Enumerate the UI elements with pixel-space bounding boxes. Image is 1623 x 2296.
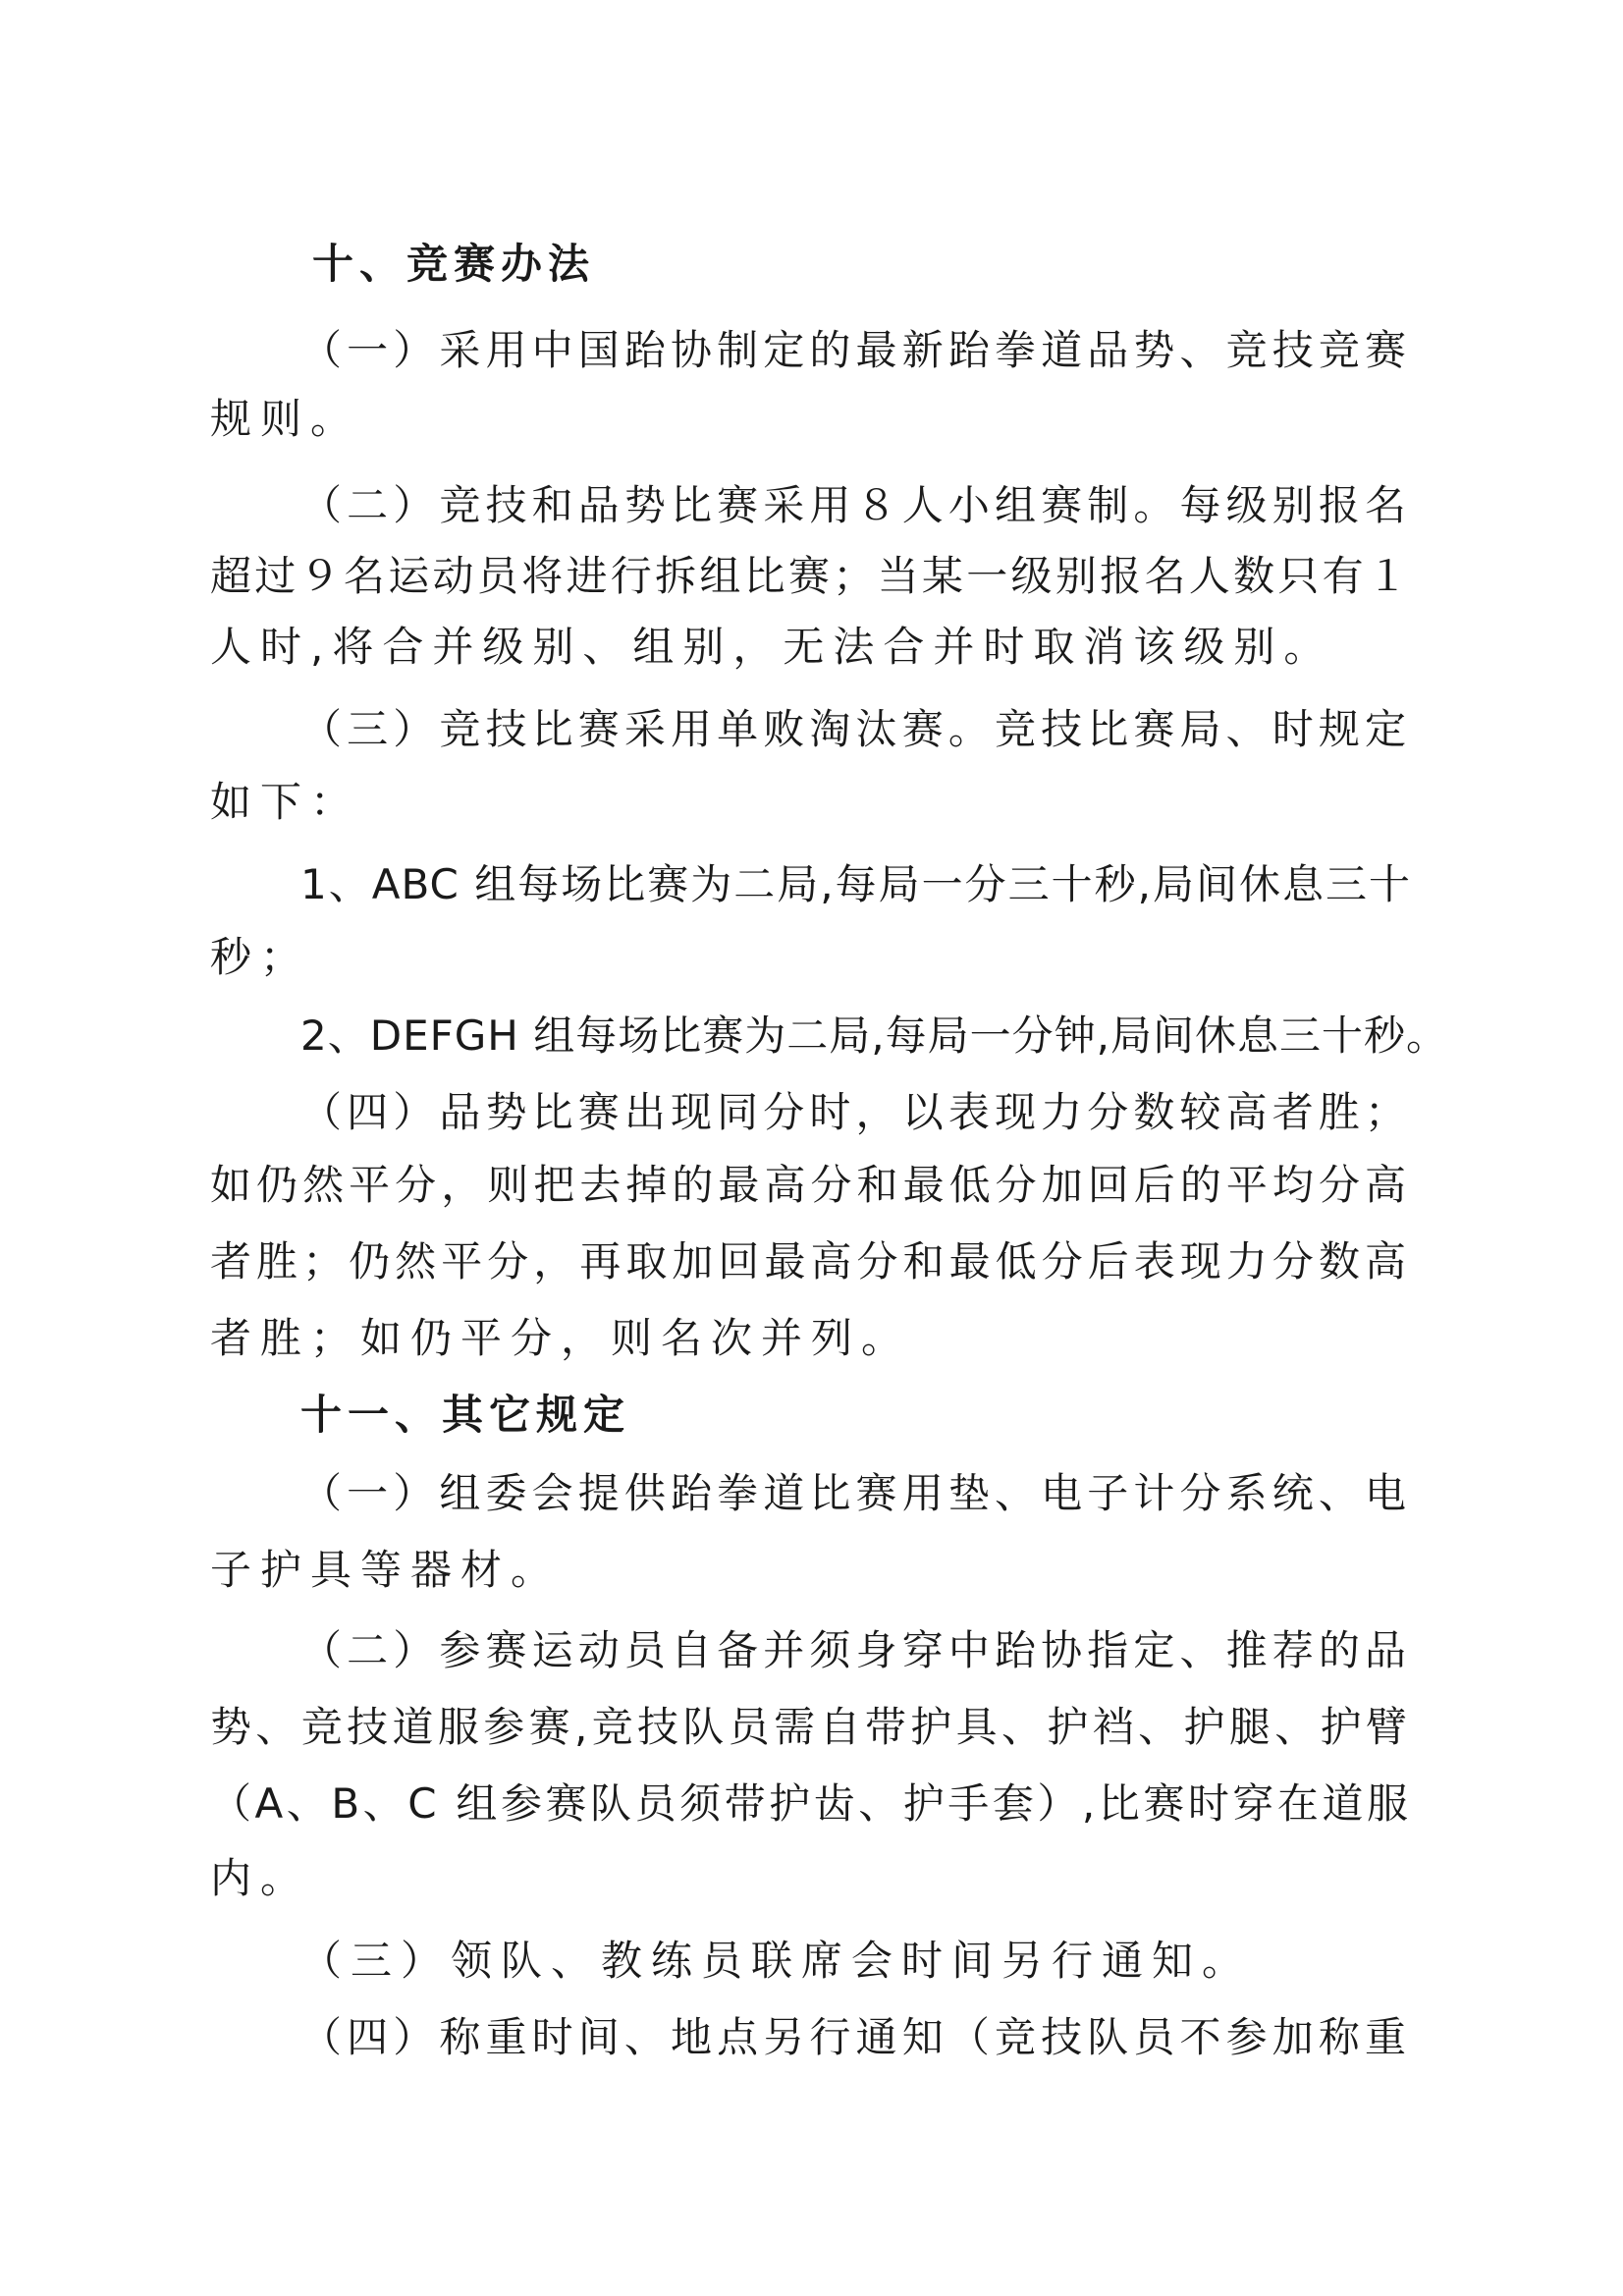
s10-p4-line1: 1、ABC 组每场比赛为二局,每局一分三十秒,局间休息三十 [300,860,1411,908]
s11-p2-line3: （A、B、C 组参赛队员须带护齿、护手套）,比赛时穿在道服 [210,1779,1411,1828]
s11-p3-line1: （三）领队、教练员联席会时间另行通知。 [300,1937,1253,1985]
s10-p5-line1: 2、DEFGH 组每场比赛为二局,每局一分钟,局间休息三十秒。 [300,1011,1448,1060]
s10-p6-line2: 如仍然平分，则把去掉的最高分和最低分加回后的平均分高 [210,1161,1411,1209]
s11-p2-line4: 内。 [210,1854,311,1902]
s10-p3-line2: 如下： [210,778,361,826]
s10-p2-line2: 超过９名运动员将进行拆组比赛；当某一级别报名人数只有１ [210,552,1411,600]
s10-p2-line3: 人时,将合并级别、组别，无法合并时取消该级别。 [210,623,1334,671]
section-11-heading: 十一、其它规定 [300,1391,631,1439]
s11-p4-line1: （四）称重时间、地点另行通知（竞技队员不参加称重 [300,2013,1411,2061]
s10-p1-line2: 规则。 [210,395,361,443]
s11-p1-line1: （一）组委会提供跆拳道比赛用垫、电子计分系统、电 [300,1469,1411,1517]
s11-p2-line2: 势、竞技道服参赛,竞技队员需自带护具、护裆、护腿、护臂 [210,1703,1411,1751]
s10-p3-line1: （三）竞技比赛采用单败淘汰赛。竞技比赛局、时规定 [300,705,1411,753]
s10-p6-line4: 者胜；如仍平分，则名次并列。 [210,1314,912,1362]
s10-p1-line1: （一）采用中国跆协制定的最新跆拳道品势、竞技竞赛 [300,326,1411,374]
s10-p4-line2: 秒； [210,933,311,981]
s11-p1-line2: 子护具等器材。 [210,1546,562,1594]
s10-p6-line3: 者胜；仍然平分，再取加回最高分和最低分后表现力分数高 [210,1237,1411,1285]
section-10-heading: 十、竞赛办法 [312,240,596,288]
s11-p2-line1: （二）参赛运动员自备并须身穿中跆协指定、推荐的品 [300,1626,1411,1674]
s10-p2-line1: （二）竞技和品势比赛采用８人小组赛制。每级别报名 [300,481,1411,529]
s10-p6-line1: （四）品势比赛出现同分时，以表现力分数较高者胜； [300,1088,1411,1136]
